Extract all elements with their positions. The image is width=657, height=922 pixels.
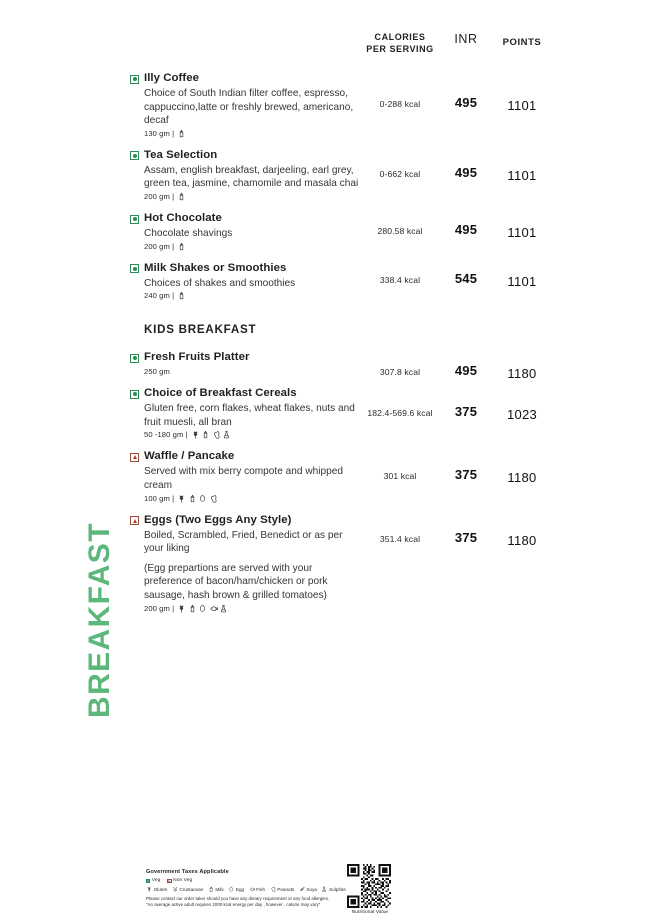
item-name: Choice of Breakfast Cereals (144, 387, 297, 400)
allergen-legend (146, 886, 346, 892)
item-points: 1180 (507, 366, 537, 382)
allergen-legend-item (270, 886, 295, 892)
milk-icon (177, 242, 186, 251)
legend-nonveg-label: Non Veg (173, 878, 193, 884)
item-name: Hot Chocolate (144, 212, 222, 224)
item-points: 1101 (507, 98, 537, 114)
item-price-inr: 495 (454, 221, 478, 237)
item-note: (Egg prepartions are served with your preference of bacon/ham/chicken or pork sausage, hash brown & grilled tomatoes) (144, 562, 328, 601)
item-weight: 200 gm | (144, 192, 175, 201)
item-weight: 100 gm | (144, 493, 175, 503)
sulphite-icon (222, 430, 231, 439)
item-weight-allergens (144, 129, 186, 138)
allergen-icons (177, 129, 186, 138)
item-weight-allergens (144, 604, 228, 613)
item-description: Gluten free, corn flakes, wheat flakes, nuts and fruit muesli, all bran (144, 403, 355, 428)
milk-icon (208, 886, 214, 892)
veg-mark-icon (130, 264, 139, 273)
allergen-legend-item (228, 886, 244, 892)
item-description: Choices of shakes and smoothies (144, 277, 296, 289)
veg-mark-icon (130, 215, 139, 224)
milk-icon (188, 494, 197, 503)
item-weight: 130 gm | (144, 128, 175, 138)
qr-code-icon[interactable] (347, 864, 391, 908)
calories-line-2: PER SERVING (366, 43, 434, 54)
milk-icon (177, 291, 186, 300)
milk-icon (177, 129, 186, 138)
item-price-inr: 495 (454, 165, 478, 181)
peanuts-icon (270, 886, 276, 892)
milk-icon (177, 192, 186, 201)
allergen-icons (191, 430, 232, 439)
veg-mark-icon (146, 879, 150, 883)
item-weight-allergens (144, 192, 186, 201)
item-weight: 50 -180 gm | (144, 430, 188, 440)
item-price-inr: 495 (454, 363, 478, 379)
calorie-disclaimer: "An average active adult requires 2000 kcal energy per day , however , calorie may vary" (146, 901, 321, 907)
fish-icon (209, 604, 218, 613)
item-description: Assam, english breakfast, darjeeling, earl grey, green tea, jasmine, chamomile and masala chai (144, 164, 359, 190)
crustacean-icon (172, 886, 178, 892)
allergen-icons (177, 192, 186, 201)
allergen-legend-item (172, 886, 203, 892)
item-description: Chocolate shavings (144, 228, 233, 239)
allergen-legend-label: Peanuts (277, 886, 295, 892)
egg-icon (228, 886, 234, 892)
item-price-inr: 495 (454, 95, 478, 111)
item-points: 1101 (507, 274, 537, 290)
egg-icon (198, 604, 207, 613)
qr-block (347, 864, 393, 915)
item-points: 1101 (507, 224, 537, 240)
item-weight: 240 gm | (144, 291, 175, 301)
legend-veg-label: Veg (151, 878, 161, 884)
allergen-legend-item (299, 886, 317, 892)
allergen-icons (177, 242, 186, 251)
item-calories: 338.4 kcal (379, 275, 421, 286)
allergen-legend-item (208, 886, 224, 892)
item-description: Choice of South Indian filter coffee, espresso, cappuccino,latte or freshly brewed, americano, decaf (144, 88, 354, 127)
gluten-icon (146, 886, 152, 892)
soya-icon (299, 886, 305, 892)
allergen-legend-label: Milk (215, 886, 224, 892)
qr-label: Nutritional Value (351, 910, 389, 915)
item-price-inr: 375 (454, 530, 478, 546)
veg-mark-icon (130, 354, 139, 363)
veg-nonveg-legend (146, 878, 346, 883)
item-calories: 307.8 kcal (379, 367, 421, 378)
item-calories: 182.4-569.6 kcal (367, 407, 433, 418)
taxes-note: Government Taxes Applicable (146, 869, 229, 875)
item-price-inr: 375 (454, 467, 478, 482)
fish-icon (249, 886, 255, 892)
item-weight-allergens (144, 291, 186, 300)
item-price-inr: 375 (454, 403, 478, 419)
allergen-icons (177, 291, 186, 300)
allergen-legend-item (146, 886, 167, 892)
sulphite-icon (321, 886, 327, 892)
item-weight-allergens (144, 367, 170, 376)
item-name: Fresh Fruits Platter (144, 351, 250, 364)
item-weight-allergens (144, 494, 218, 503)
allergen-legend-label: Egg (235, 886, 245, 892)
item-points: 1180 (507, 533, 537, 549)
peanuts-icon (212, 430, 221, 439)
allergen-legend-item (249, 886, 265, 892)
allergen-legend-label: Soya (306, 886, 317, 892)
column-header-calories (362, 32, 438, 55)
allergen-legend-label: Fish (256, 886, 266, 892)
legend-nonveg (167, 878, 192, 883)
peanuts-icon (209, 494, 218, 503)
item-weight: 250 gm (144, 367, 170, 377)
calories-line-1: CALORIES (374, 32, 426, 42)
gluten-icon (191, 430, 200, 439)
gluten-icon (177, 494, 186, 503)
item-points: 1023 (506, 406, 538, 422)
item-description: Served with mix berry compote and whipped cream (144, 466, 344, 491)
item-weight-allergens (144, 242, 186, 251)
item-name: Illy Coffee (144, 72, 199, 84)
column-header-points: POINTS (502, 37, 542, 48)
item-points: 1180 (507, 470, 537, 485)
section-heading: KIDS BREAKFAST (144, 323, 257, 337)
item-calories: 0-662 kcal (379, 169, 421, 180)
item-name: Milk Shakes or Smoothies (144, 261, 287, 274)
footer-legend (146, 869, 346, 908)
allergen-legend-item (321, 886, 345, 892)
item-description: Boiled, Scrambled, Fried, Benedict or as per your liking (144, 529, 343, 555)
allergen-icons (177, 604, 228, 613)
item-weight: 200 gm | (144, 241, 175, 251)
nonveg-mark-icon (167, 879, 171, 883)
sulphite-icon (219, 604, 228, 613)
veg-mark-icon (130, 151, 139, 160)
item-name: Waffle / Pancake (144, 450, 235, 463)
milk-icon (188, 604, 197, 613)
veg-mark-icon (130, 390, 139, 399)
dietary-note: Please contact our order taker should you have any dietary requirement or any food allergies. (146, 895, 330, 901)
nonveg-mark-icon (130, 516, 139, 525)
item-calories: 301 kcal (383, 471, 417, 481)
gluten-icon (177, 604, 186, 613)
table-header (0, 32, 657, 62)
allergen-legend-label: Sulphite (329, 886, 346, 892)
nonveg-mark-icon (130, 453, 139, 462)
item-points: 1101 (507, 168, 537, 184)
allergen-legend-label: Crustacean (179, 886, 204, 892)
item-price-inr: 545 (454, 271, 478, 287)
section-banner: BREAKFAST (83, 522, 116, 718)
allergen-legend-label: Gluten (153, 886, 168, 892)
milk-icon (201, 430, 210, 439)
item-calories: 0-288 kcal (379, 99, 421, 110)
item-weight-allergens (144, 430, 231, 439)
item-calories: 280.58 kcal (377, 225, 423, 236)
legend-veg (146, 878, 160, 883)
item-name: Eggs (Two Eggs Any Style) (144, 513, 292, 526)
item-calories: 351.4 kcal (379, 534, 421, 545)
allergen-icons (177, 494, 218, 503)
veg-mark-icon (130, 75, 139, 84)
column-header-inr: INR (454, 32, 478, 46)
item-weight: 200 gm | (144, 603, 175, 613)
item-name: Tea Selection (144, 148, 218, 161)
egg-icon (198, 494, 207, 503)
